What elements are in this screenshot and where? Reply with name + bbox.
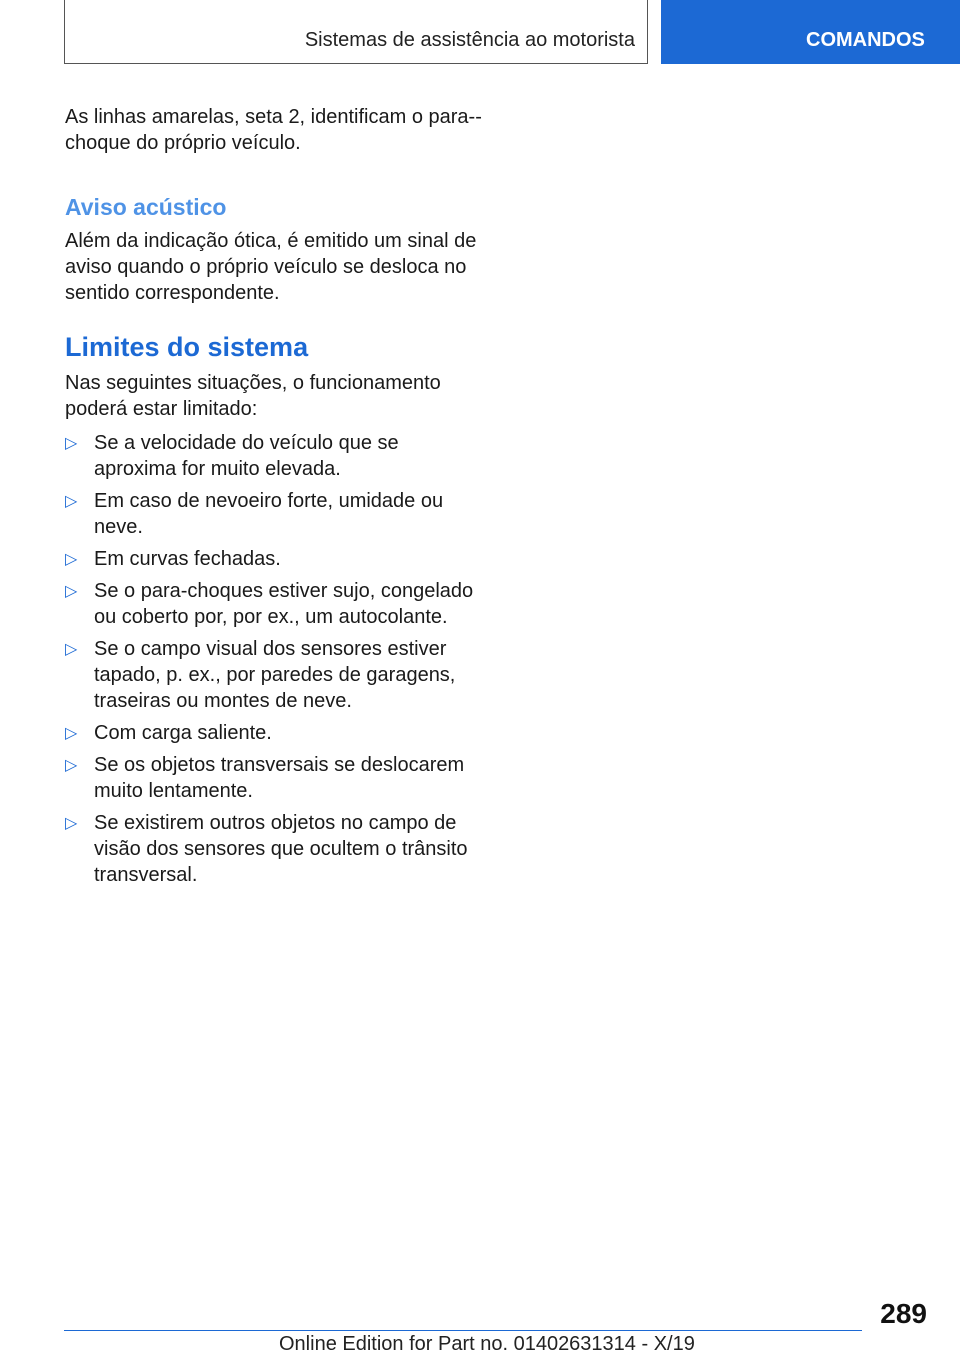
list-item (65, 810, 485, 888)
list-item-text: Com carga saliente. (94, 722, 272, 744)
limites-sistema-paragraph: Nas seguintes situações, o funcionamento poderá estar limitado: (65, 372, 441, 420)
intro-paragraph: As linhas amarelas, seta 2, identificam o para--choque do próprio veículo. (65, 106, 482, 154)
list-item (65, 488, 485, 540)
list-item (65, 752, 485, 804)
triangle-right-outline-icon: ▷ (65, 551, 78, 568)
list-item (65, 430, 485, 482)
aviso-acustico-heading: Aviso acústico (65, 194, 227, 220)
page-number: 289 (880, 1298, 927, 1329)
list-item-text: Se o campo visual dos sensores estiver tapado, p. ex., por paredes de garagens, traseiras ou montes de neve. (94, 638, 456, 712)
header-section-tab: COMANDOS (661, 0, 960, 64)
triangle-right-outline-icon: ▷ (65, 757, 78, 774)
list-item-text: Em curvas fechadas. (94, 548, 281, 570)
limites-sistema-heading: Limites do sistema (65, 332, 309, 362)
list-item-text: Se a velocidade do veículo que se aproxima for muito elevada. (94, 432, 399, 480)
triangle-right-outline-icon: ▷ (65, 725, 78, 742)
triangle-right-outline-icon: ▷ (65, 493, 78, 510)
triangle-right-outline-icon: ▷ (65, 583, 78, 600)
triangle-right-outline-icon: ▷ (65, 435, 78, 452)
list-item-text: Se o para-choques estiver sujo, congelado ou coberto por, por ex., um autocolante. (94, 580, 474, 628)
list-item (65, 720, 485, 746)
header-chapter-title: Sistemas de assistência ao motorista (304, 29, 635, 51)
footer-edition: Online Edition for Part no. 01402631314 - X/19 (279, 1333, 695, 1355)
list-item (65, 578, 485, 630)
list-item-text: Se os objetos transversais se deslocarem muito lentamente. (94, 754, 465, 802)
list-item (65, 546, 485, 572)
header-chapter-box (64, 0, 648, 64)
triangle-right-outline-icon: ▷ (65, 641, 78, 658)
triangle-right-outline-icon: ▷ (65, 815, 78, 832)
limitations-list (65, 430, 485, 888)
list-item-text: Em caso de nevoeiro forte, umidade ou neve. (94, 490, 444, 538)
list-item-text: Se existirem outros objetos no campo de visão dos sensores que ocultem o trânsito transversal. (94, 812, 468, 886)
list-item (65, 636, 485, 714)
footer-divider (64, 1330, 862, 1331)
page-content (65, 104, 485, 894)
aviso-acustico-paragraph: Além da indicação ótica, é emitido um sinal de aviso quando o próprio veículo se desloca no sentido correspondente. (65, 230, 477, 304)
